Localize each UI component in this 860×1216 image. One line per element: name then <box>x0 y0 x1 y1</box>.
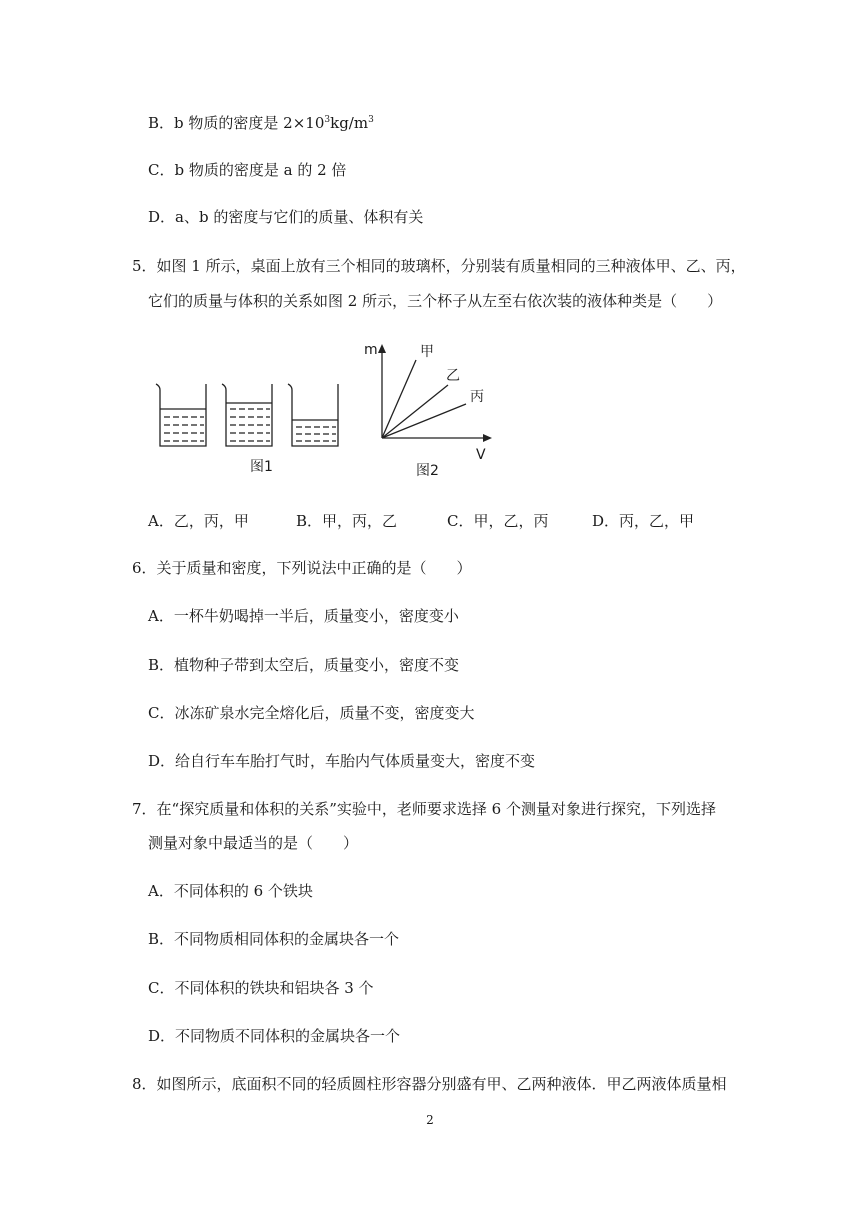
q7-option-c: C．不同体积的铁块和铝块各 3 个 <box>148 979 374 997</box>
q4-option-b <box>148 113 374 133</box>
q6-option-a: A．一杯牛奶喝掉一半后，质量变小，密度变小 <box>148 607 459 625</box>
q5-options <box>148 511 708 531</box>
q5-option-d: D．丙，乙，甲 <box>592 512 695 530</box>
q5-stem-line1: 5．如图 1 所示，桌面上放有三个相同的玻璃杯，分别装有质量相同的三种液体甲、乙、丙， <box>132 257 746 275</box>
line-label-yi: 乙 <box>446 368 460 384</box>
line-yi <box>382 385 448 438</box>
beaker-1 <box>156 384 206 446</box>
x-axis-arrow <box>483 434 492 442</box>
q8-stem-line1: 8．如图所示，底面积不同的轻质圆柱形容器分别盛有甲、乙两种液体．甲乙两液体质量相 <box>132 1075 727 1093</box>
q6-option-c: C．冰冻矿泉水完全熔化后，质量不变，密度变大 <box>148 704 475 722</box>
beaker-3 <box>288 384 338 446</box>
y-axis-arrow <box>378 344 386 353</box>
axis-label-m: m <box>364 342 378 358</box>
q6-stem: 6．关于质量和密度，下列说法中正确的是（ ） <box>132 559 472 577</box>
q7-option-b: B．不同物质相同体积的金属块各一个 <box>148 930 400 948</box>
unit-text: kg/m <box>330 114 369 132</box>
beaker-2 <box>222 384 272 446</box>
q6-option-d: D．给自行车车胎打气时，车胎内气体质量变大，密度不变 <box>148 752 536 770</box>
exponent: 3 <box>324 115 331 125</box>
q5-option-c: C．甲，乙，丙 <box>447 512 549 530</box>
q4-option-d: D．a、b 的密度与它们的质量、体积有关 <box>148 208 424 226</box>
q4-option-b-text: B．b 物质的密度是 2×10 <box>148 114 325 132</box>
q7-stem-line1: 7．在“探究质量和体积的关系”实验中，老师要求选择 6 个测量对象进行探究，下列选择 <box>132 800 716 818</box>
figure-1-label: 图1 <box>250 459 273 475</box>
axis-label-v: V <box>476 447 486 463</box>
q7-option-a: A．不同体积的 6 个铁块 <box>148 882 313 900</box>
figure-2-label: 图2 <box>416 463 439 479</box>
q5-stem-line2: 它们的质量与体积的关系如图 2 所示，三个杯子从左至右依次装的液体种类是（ ） <box>148 292 723 310</box>
q7-stem-line2: 测量对象中最适当的是（ ） <box>148 834 359 852</box>
q5-option-b: B．甲，丙，乙 <box>296 512 398 530</box>
q4-option-c: C．b 物质的密度是 a 的 2 倍 <box>148 161 347 179</box>
q6-option-b: B．植物种子带到太空后，质量变小，密度不变 <box>148 656 460 674</box>
line-label-jia: 甲 <box>420 344 434 360</box>
q5-option-a: A．乙，丙，甲 <box>148 512 249 530</box>
q7-option-d: D．不同物质不同体积的金属块各一个 <box>148 1027 401 1045</box>
exponent: 3 <box>368 115 374 125</box>
page-number: 2 <box>426 1113 434 1127</box>
line-label-bing: 丙 <box>470 389 484 405</box>
